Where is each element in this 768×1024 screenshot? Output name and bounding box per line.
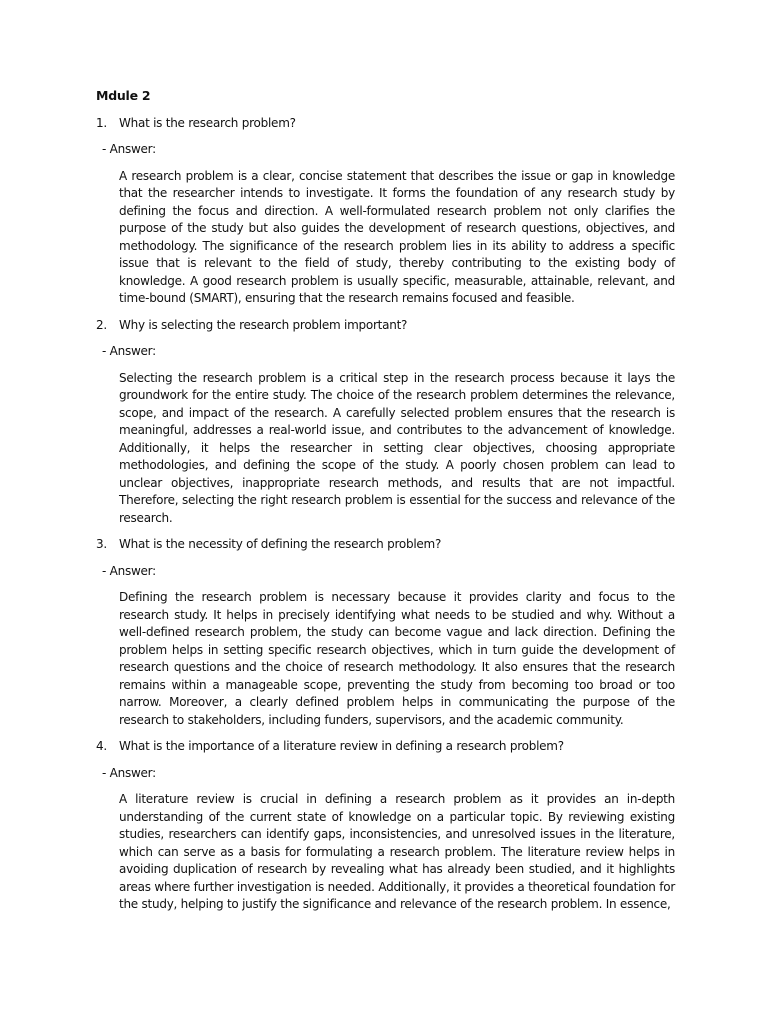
question-text: What is the research problem? [119, 115, 296, 130]
answer-paragraph: A literature review is crucial in defining a research problem as it provides an in-depth understanding of the current state of knowledge on a particular topic. By reviewing existing studies, researchers can identify gaps, inconsistencies, and unresolved issues in the literature, which can serve as a basis for formulating a research problem. The literature review helps in avoiding duplication of research by revealing what has already been studied, and it highlights areas where further investigation is needed. Additionally, it provides a theoretical foundation for the study, helping to justify the significance and relevance of the research problem. In essence, [119, 792, 675, 911]
question-text: Why is selecting the research problem important? [119, 317, 408, 332]
answer-paragraph: A research problem is a clear, concise statement that describes the issue or gap in knowledge that the researcher intends to investigate. It forms the foundation of any research study by defining the focus and direction. A well-formulated research problem not only clarifies the purpose of the study but also guides the development of research questions, objectives, and methodology. The significance of the research problem lies in its ability to address a specific issue that is relevant to the field of study, thereby contributing to the existing body of knowledge. A good research problem is usually specific, measurable, attainable, relevant, and time-bound (SMART), ensuring that the research remains focused and feasible. [119, 168, 675, 305]
answer-paragraph: Defining the research problem is necessary because it provides clarity and focus to the research study. It helps in precisely identifying what needs to be studied and why. Without a well-defined research problem, the study can become vague and lack direction. Defining the problem helps in setting specific research objectives, which in turn guide the development of research questions and the choice of research methodology. It also ensures that the research remains within a manageable scope, preventing the study from becoming too broad or too narrow. Moreover, a clearly defined problem helps in communicating the purpose of the research to stakeholders, including funders, supervisors, and the academic community. [119, 590, 675, 727]
question-number: 1. [96, 115, 107, 130]
question-3 [96, 536, 675, 554]
question-text: What is the necessity of defining the research problem? [119, 537, 442, 551]
question-4 [96, 738, 675, 756]
question-number: 3. [96, 537, 107, 551]
answer-label: - Answer: [102, 142, 156, 156]
answer-label: - Answer: [102, 563, 156, 578]
question-2 [96, 317, 675, 335]
question-number: 4. [96, 739, 107, 753]
answer-label: - Answer: [102, 765, 156, 780]
answer-label: - Answer: [102, 344, 156, 358]
question-text: What is the importance of a literature review in defining a research problem? [119, 739, 564, 753]
question-1 [96, 115, 675, 133]
answer-paragraph: Selecting the research problem is a critical step in the research process because it lays the groundwork for the entire study. The choice of the research problem determines the relevance, scope, and impact of the research. A carefully selected problem ensures that the research is meaningful, addresses a real-world issue, and contributes to the advancement of knowledge. Additionally, it helps the researcher in setting clear objectives, choosing appropriate methodologies, and defining the scope of the study. A poorly chosen problem can lead to unclear objectives, inappropriate research methods, and results that are not impactful. Therefore, selecting the right research problem is essential for the success and relevance of the research. [119, 370, 675, 525]
question-number: 2. [96, 317, 107, 332]
page-title: Mdule 2 [96, 88, 151, 103]
document-content [96, 87, 675, 923]
